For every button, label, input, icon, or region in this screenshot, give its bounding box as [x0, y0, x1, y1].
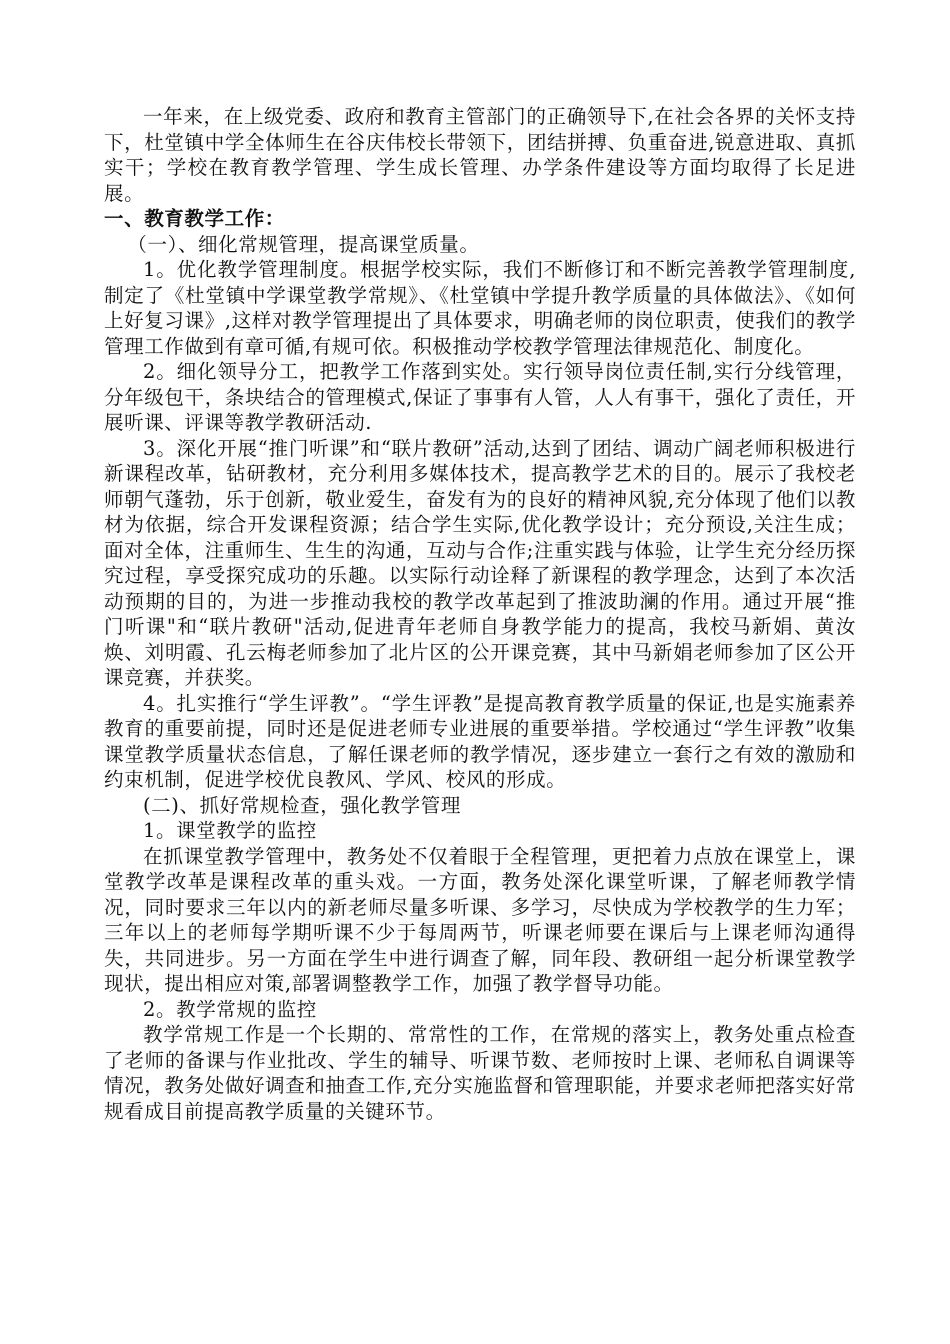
document-page	[104, 104, 856, 1124]
intro-paragraph: 一年来，在上级党委、政府和教育主管部门的正确领导下,在社会各界的关怀支持下，杜堂镇中学全体师生在谷庆伟校长带领下，团结拼搏、负重奋进,锐意进取、真抓实干；学校在教育教学管理、学生成长管理、办学条件建设等方面均取得了长足进展。	[104, 105, 856, 205]
item-heading-2: 2。教学常规的监控	[143, 997, 317, 1021]
section-heading-1: 一、教育教学工作：	[104, 207, 285, 230]
paragraph-5: 在抓课堂教学管理中，教务处不仅着眼于全程管理，更把着力点放在课堂上，课堂教学改革是课程改革的重头戏。一方面，教务处深化课堂听课，了解老师教学情况，同时要求三年以内的新老师尽量多听课、多学习，尽快成为学校教学的生力军；三年以上的老师每学期听课不少于每周两节，听课老师要在课后与上课老师沟通得失，共同进步。另一方面在学生中进行调查了解，同年段、教研组一起分析课堂教学现状，提出相应对策,部署调整教学工作，加强了教学督导功能。	[104, 844, 856, 995]
item-heading-1: 1。课堂教学的监控	[143, 819, 317, 842]
paragraph-2: 2。细化领导分工，把教学工作落到实处。实行领导岗位责任制,实行分线管理，分年级包干，条块结合的管理模式,保证了事事有人管，人人有事干，强化了责任，开展听课、评课等教学教研活动.	[104, 360, 856, 434]
paragraph-6: 教学常规工作是一个长期的、常常性的工作，在常规的落实上，教务处重点检查了老师的备课与作业批改、学生的辅导、听课节数、老师按时上课、老师私自调课等情况，教务处做好调查和抽查工作,充分实施监督和管理职能，并要求老师把落实好常规看成目前提高教学质量的关键环节。	[104, 1023, 856, 1123]
paragraph-4: 4。扎实推行“学生评教”。“学生评教”是提高教育教学质量的保证,也是实施素养教育的重要前提，同时还是促进老师专业进展的重要举措。学校通过“学生评教”收集课堂教学质量状态信息，了解任课老师的教学情况，逐步建立一套行之有效的激励和约束机制，促进学校优良教风、学风、校风的形成。	[104, 691, 856, 791]
subsection-heading-2: (二)、抓好常规检查，强化教学管理	[143, 793, 461, 817]
paragraph-3: 3。深化开展“推门听课”和“联片教研”活动,达到了团结、调动广阔老师积极进行新课程改革，钻研教材，充分利用多媒体技术，提高教学艺术的目的。展示了我校老师朝气蓬勃，乐于创新，敬业爱生，奋发有为的良好的精神风貌,充分体现了他们以教材为依据，综合开发课程资源；结合学生实际,优化教学设计；充分预设,关注生成；面对全体，注重师生、生生的沟通，互动与合作;注重实践与体验，让学生充分经历探究过程，享受探究成功的乐趣。以实际行动诠释了新课程的教学理念，达到了本次活动预期的目的，为进一步推动我校的教学改革起到了推波助澜的作用。通过开展“推门听课"和“联片教研"活动,促进青年老师自身教学能力的提高，我校马新娟、黄汝焕、刘明霞、孔云梅老师参加了北片区的公开课竞赛，其中马新娟老师参加了区公开课竞赛，并获奖。	[104, 436, 856, 689]
paragraph-1: 1。优化教学管理制度。根据学校实际，我们不断修订和不断完善教学管理制度,制定了《杜堂镇中学课堂教学常规》、《杜堂镇中学提升教学质量的具体做法》、《如何上好复习课》,这样对教学管理提出了具体要求，明确老师的岗位职责，使我们的教学管理工作做到有章可循,有规可依。积极推动学校教学管理法律规范化、制度化。	[104, 258, 856, 358]
subsection-heading-1: （一）、细化常规管理，提高课堂质量。	[127, 232, 480, 256]
